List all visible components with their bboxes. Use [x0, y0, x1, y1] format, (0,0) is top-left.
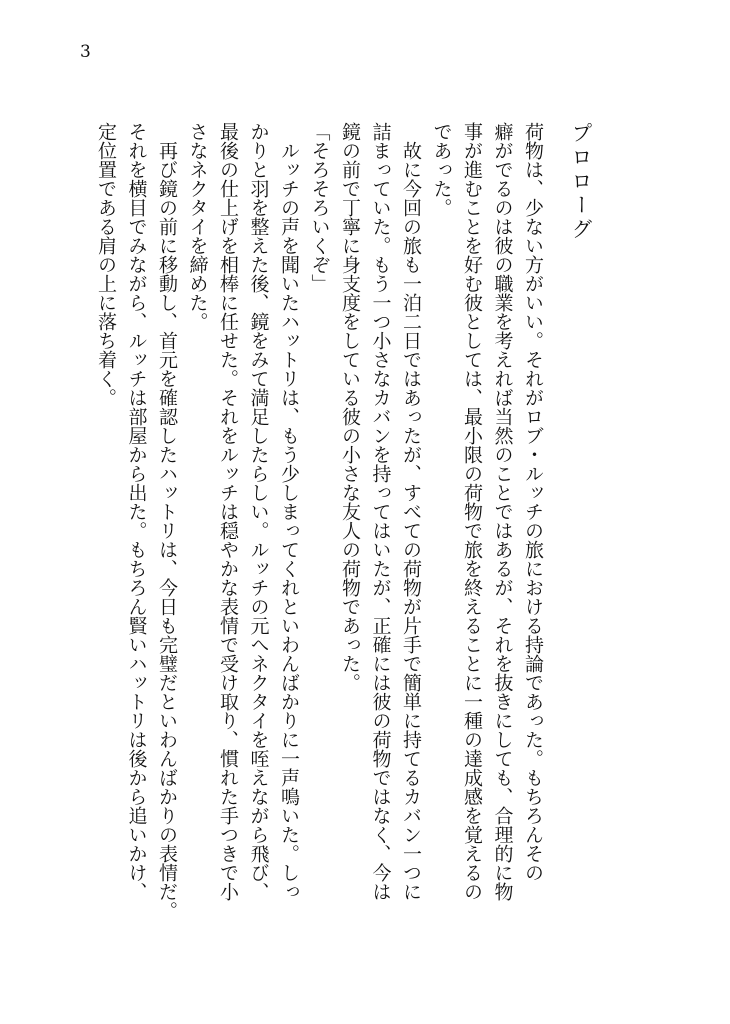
text-line: 鏡の前で丁寧に身支度をしている彼の小さな友人の荷物であった。: [339, 122, 361, 692]
text-line: かりと羽を整えた後、鏡をみて満足したらしい。ルッチの元へネクタイを咥えながら飛び、: [247, 122, 270, 901]
body-text: [91, 122, 597, 982]
text-line: さなネクタイを締めた。: [186, 122, 209, 331]
text-line: 故に今回の旅も一泊二日ではあったが、すべての荷物が片手で簡単に持てるカバン一つに: [400, 122, 422, 901]
text-line: 荷物は、少ない方がいい。それがロブ・ルッチの旅における持論であった。もちろんその: [522, 122, 544, 882]
chapter-title: プロローグ: [569, 122, 593, 242]
text-line: 事が進むことを好む彼としては、最小限の荷物で旅を終えることに一種の達成感を覚えるの: [461, 122, 483, 901]
text-line: 定位置である肩の上に落ち着く。: [95, 122, 117, 407]
text-line: 最後の仕上げを相棒に任せた。それをルッチは穏やかな表情で受け取り、慣れた手つきで小: [217, 122, 239, 901]
text-line: ルッチの声を聞いたハットリは、もう少しまってくれといわんばかりに一声鳴いた。しっ: [278, 122, 300, 901]
text-line: それを横目でみながら、ルッチは部屋から出た。もちろん賢いハットリは後から追いかけ、: [125, 122, 148, 901]
text-line: 癖がでるのは彼の職業を考えれば当然のことではあるが、それを抜きにしても、合理的に物: [491, 122, 514, 901]
text-line: 詰まっていた。もう一つ小さなカバンを持ってはいたが、正確には彼の荷物ではなく、今は: [369, 122, 392, 901]
text-line: であった。: [430, 122, 453, 217]
text-line: 「そろそろいくぞ」: [308, 122, 331, 293]
text-line: 再び鏡の前に移動し、首元を確認したハットリは、今日も完璧だといわんばかりの表情だ。: [156, 122, 178, 920]
page-number: 3: [80, 42, 91, 62]
